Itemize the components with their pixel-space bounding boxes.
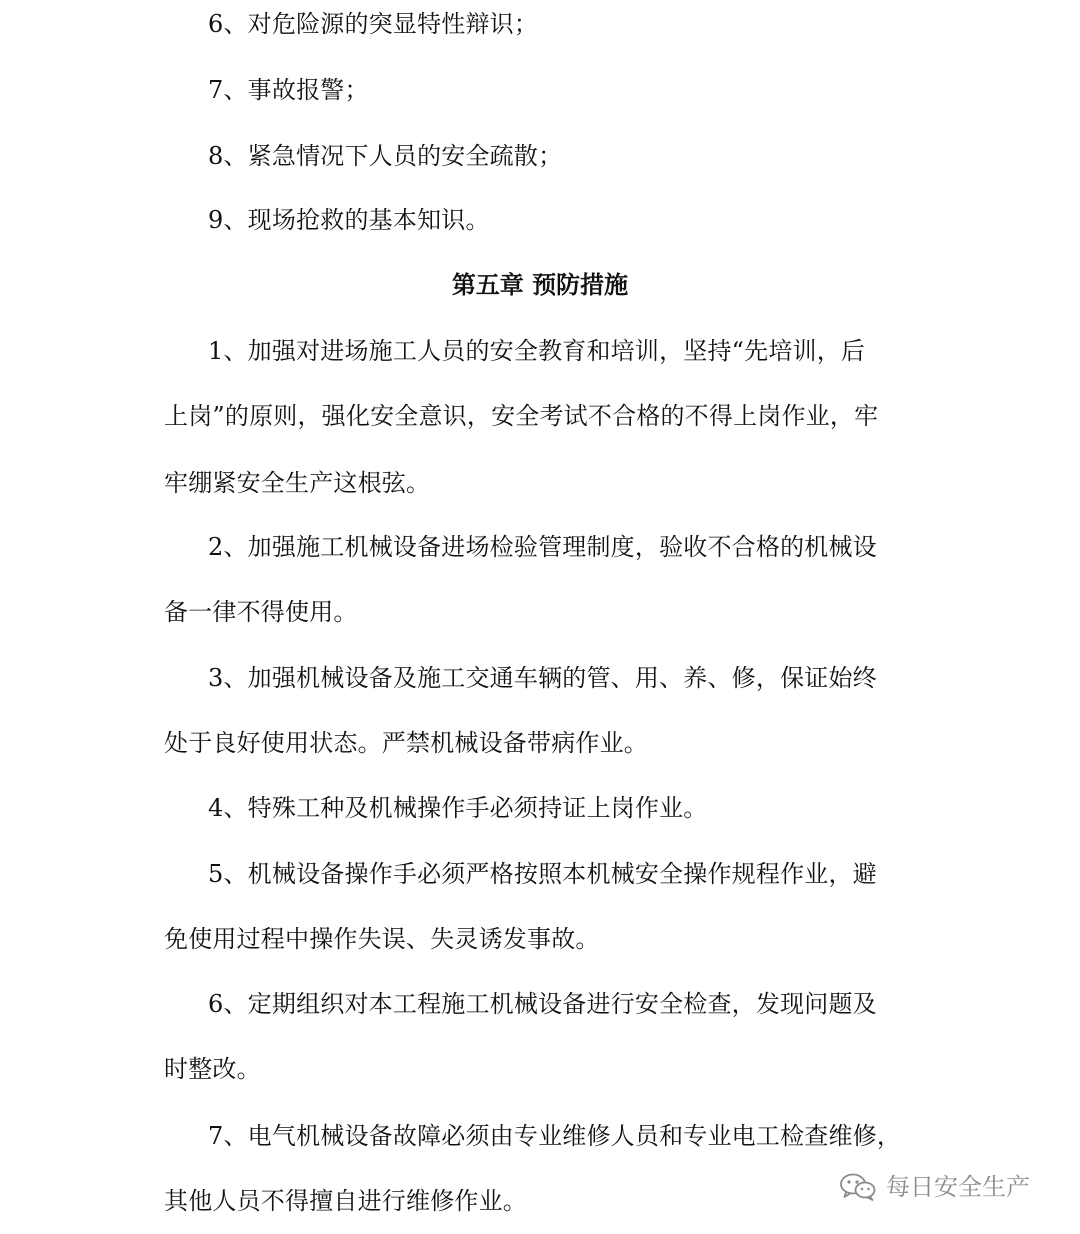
paragraph-line: 3、加强机械设备及施工交通车辆的管、用、养、修，保证始终 (208, 664, 877, 692)
paragraph-line: 时整改。 (164, 1055, 261, 1083)
paragraph-line: 1、加强对进场施工人员的安全教育和培训，坚持“先培训，后 (208, 337, 866, 365)
list-item: 7、事故报警； (208, 76, 369, 104)
paragraph-line: 6、定期组织对本工程施工机械设备进行安全检查，发现问题及 (208, 990, 877, 1018)
paragraph-line: 处于良好使用状态。严禁机械设备带病作业。 (164, 729, 648, 757)
list-item: 9、现场抢救的基本知识。 (208, 206, 490, 234)
watermark-text: 每日安全生产 (886, 1173, 1030, 1201)
paragraph-line: 4、特殊工种及机械操作手必须持证上岗作业。 (208, 794, 708, 822)
paragraph-line: 7、电气机械设备故障必须由专业维修人员和专业电工检查维修， (208, 1122, 902, 1150)
paragraph-line: 牢绷紧安全生产这根弦。 (164, 469, 431, 497)
paragraph-line: 5、机械设备操作手必须严格按照本机械安全操作规程作业，避 (208, 860, 877, 888)
paragraph-line: 上岗”的原则，强化安全意识，安全考试不合格的不得上岗作业，牢 (164, 402, 879, 430)
list-item: 6、对危险源的突显特性辩识； (208, 10, 539, 38)
paragraph-line: 2、加强施工机械设备进场检验管理制度，验收不合格的机械设 (208, 533, 877, 561)
list-item: 8、紧急情况下人员的安全疏散； (208, 142, 563, 170)
chapter-heading: 第五章 预防措施 (451, 271, 629, 299)
paragraph-line: 备一律不得使用。 (164, 598, 358, 626)
wechat-icon (838, 1172, 878, 1202)
watermark (838, 1170, 1030, 1204)
paragraph-line: 其他人员不得擅自进行维修作业。 (164, 1187, 527, 1215)
paragraph-line: 免使用过程中操作失误、失灵诱发事故。 (164, 925, 600, 953)
